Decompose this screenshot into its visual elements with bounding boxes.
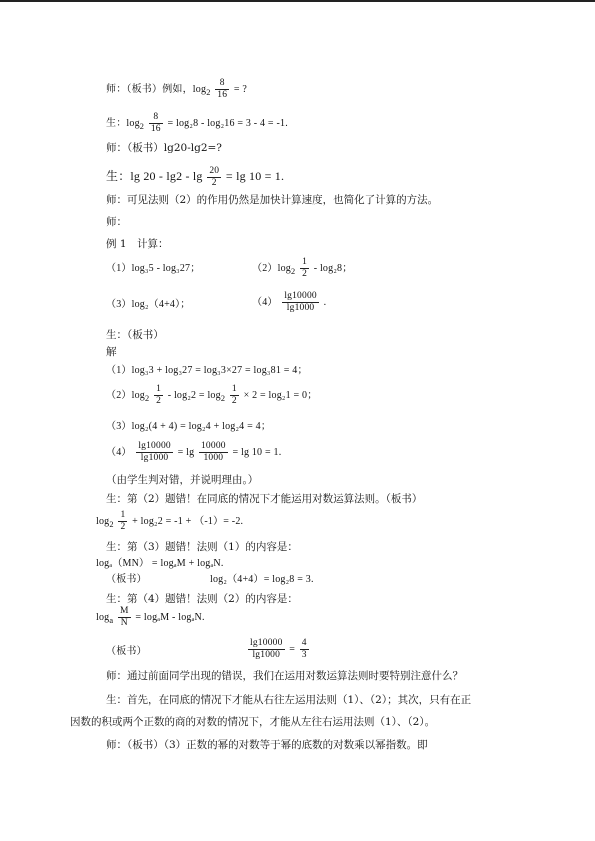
line-text: 师：（板书）例如，log [106, 83, 207, 95]
line-student-answer-1 [106, 112, 288, 135]
subscript: 2 [139, 121, 145, 131]
question-4 [252, 291, 326, 314]
numerator: 1 [302, 257, 308, 267]
line-text: = ? [233, 83, 248, 95]
numerator: 1 [120, 510, 126, 520]
line-text: = lg 10 = 1. [225, 168, 285, 183]
subscript: 2 [206, 87, 211, 97]
subscript: 2 [220, 393, 226, 403]
question-2 [252, 257, 352, 280]
numerator: M [120, 606, 129, 616]
line-teacher-summary: 师：可见法则（2）的作用仍然是加快计算速度，也简化了计算的方法。 [106, 194, 439, 206]
fraction [118, 606, 131, 629]
line-judge-note: （由学生判对错，并说明理由。） [106, 474, 259, 486]
line-teacher-example [106, 78, 247, 101]
numerator: 4 [301, 638, 307, 648]
denominator: lg1000 [140, 453, 169, 463]
line-q3-correction: log₂（4+4）= log₂8 = 3. [210, 574, 314, 585]
line-text: （2）log [106, 389, 145, 401]
fraction [248, 638, 285, 661]
line-text: = lg [177, 446, 195, 458]
fraction [149, 112, 163, 135]
denominator: 2 [211, 178, 217, 188]
fraction [154, 384, 163, 407]
solution-1: （1）log₃3 + log₃27 = log₃3×27 = log₃81 = 4； [106, 365, 308, 376]
subscript: 2 [144, 393, 150, 403]
solution-3: （3）log₂(4 + 4) = log₂4 + log₂4 = 4； [106, 421, 272, 432]
subscript: 2 [290, 266, 296, 276]
fraction [207, 166, 221, 189]
numerator: lg10000 [250, 638, 283, 648]
line-student-answer-2 [106, 166, 284, 189]
solution-2 [106, 384, 317, 407]
line-text: + log₂2 = -1 + （-1）= -2. [132, 515, 244, 527]
line-text: （4） [252, 296, 278, 308]
line-text: = lg 10 = 1. [232, 446, 282, 458]
denominator: 2 [231, 396, 237, 406]
line-text: - log₂2 = log [167, 389, 221, 401]
line-text: （板书） [106, 574, 147, 585]
line-text: = log₂8 - log₂16 = 3 - 4 = -1. [167, 117, 288, 129]
line-text: 生：log [106, 117, 140, 129]
fraction [300, 638, 309, 661]
line-q3-board [106, 573, 147, 587]
fraction [199, 441, 228, 464]
line-q2-correction [96, 510, 243, 533]
question-1: （1）log₃5 - log₃27； [106, 263, 201, 274]
denominator: lg1000 [286, 303, 315, 313]
denominator: 2 [156, 396, 162, 406]
denominator: 2 [302, 269, 308, 279]
line-student-q3-error: 生：第（3）题错！法则（1）的内容是： [106, 541, 298, 553]
line-text: . [323, 296, 327, 308]
fraction [282, 291, 319, 314]
line-q4-board [106, 645, 147, 659]
line-text: - log₂8； [313, 262, 353, 274]
numerator: 1 [231, 384, 237, 394]
denominator: 1000 [203, 453, 224, 463]
line-student-q4-error: 生：第（4）题错！法则（2）的内容是： [106, 593, 298, 605]
line-text: （2）log [252, 262, 291, 274]
line-q4-correction [246, 638, 311, 661]
fraction [118, 510, 127, 533]
fraction [215, 78, 229, 101]
question-3: （3）log₂（4+4）； [106, 299, 191, 310]
line-text: 生：lg 20 - lg2 - lg [106, 168, 203, 183]
denominator: 2 [120, 522, 126, 532]
line-teacher-lg: 师：（板书）lg20-lg2=? [106, 142, 222, 154]
denominator: N [120, 618, 128, 628]
solution-label: 解 [106, 346, 117, 358]
page-top-rule [0, 0, 595, 2]
denominator: 16 [150, 124, 161, 134]
line-text: （4） [106, 446, 132, 458]
numerator: lg10000 [284, 291, 317, 301]
numerator: lg10000 [138, 441, 171, 451]
solution-4 [106, 441, 281, 464]
denominator: 3 [301, 650, 307, 660]
denominator: lg1000 [252, 650, 281, 660]
denominator: 16 [217, 90, 228, 100]
subscript: 2 [109, 519, 114, 529]
rule-1-statement: logₐ（MN） = logₐM + logₐN. [96, 558, 224, 569]
line-student-answer-a: 生：首先，在同底的情况下才能从右往左运用法则（1）、（2）；其次，只有在正 [106, 694, 472, 706]
line-teacher-rule-3: 师：（板书）（3）正数的幂的对数等于幂的底数的对数乘以幂指数。即 [106, 739, 428, 751]
line-student-answer-b: 因数的积或两个正数的商的对数的情况下，才能从左往右运用法则（1）、（2）。 [70, 716, 436, 728]
line-teacher-empty: 师： [106, 216, 127, 228]
line-text: log [96, 515, 110, 527]
subscript: a [109, 615, 114, 625]
rule-2-statement [96, 606, 205, 629]
numerator: 10000 [200, 441, 226, 451]
fraction [136, 441, 173, 464]
fraction [300, 257, 309, 280]
numerator: 1 [156, 384, 162, 394]
line-text: = [289, 643, 296, 655]
numerator: 8 [215, 78, 229, 90]
line-student-q2-error: 生：第（2）题错！在同底的情况下才能运用对数运算法则。（板书） [106, 493, 423, 505]
line-text: × 2 = log₂1 = 0； [243, 389, 318, 401]
line-text: log [96, 611, 110, 623]
line-text: = logₐM - logₐN. [135, 611, 205, 623]
numerator: 8 [149, 112, 163, 124]
line-teacher-question: 师：通过前面同学出现的错误，我们在运用对数运算法则时要特别注意什么？ [106, 670, 463, 682]
numerator: 20 [209, 166, 220, 176]
fraction [230, 384, 239, 407]
example-1-heading: 例 1 计算： [106, 238, 169, 250]
line-text: （板书） [106, 646, 147, 657]
line-student-board: 生：（板书） [106, 329, 164, 341]
